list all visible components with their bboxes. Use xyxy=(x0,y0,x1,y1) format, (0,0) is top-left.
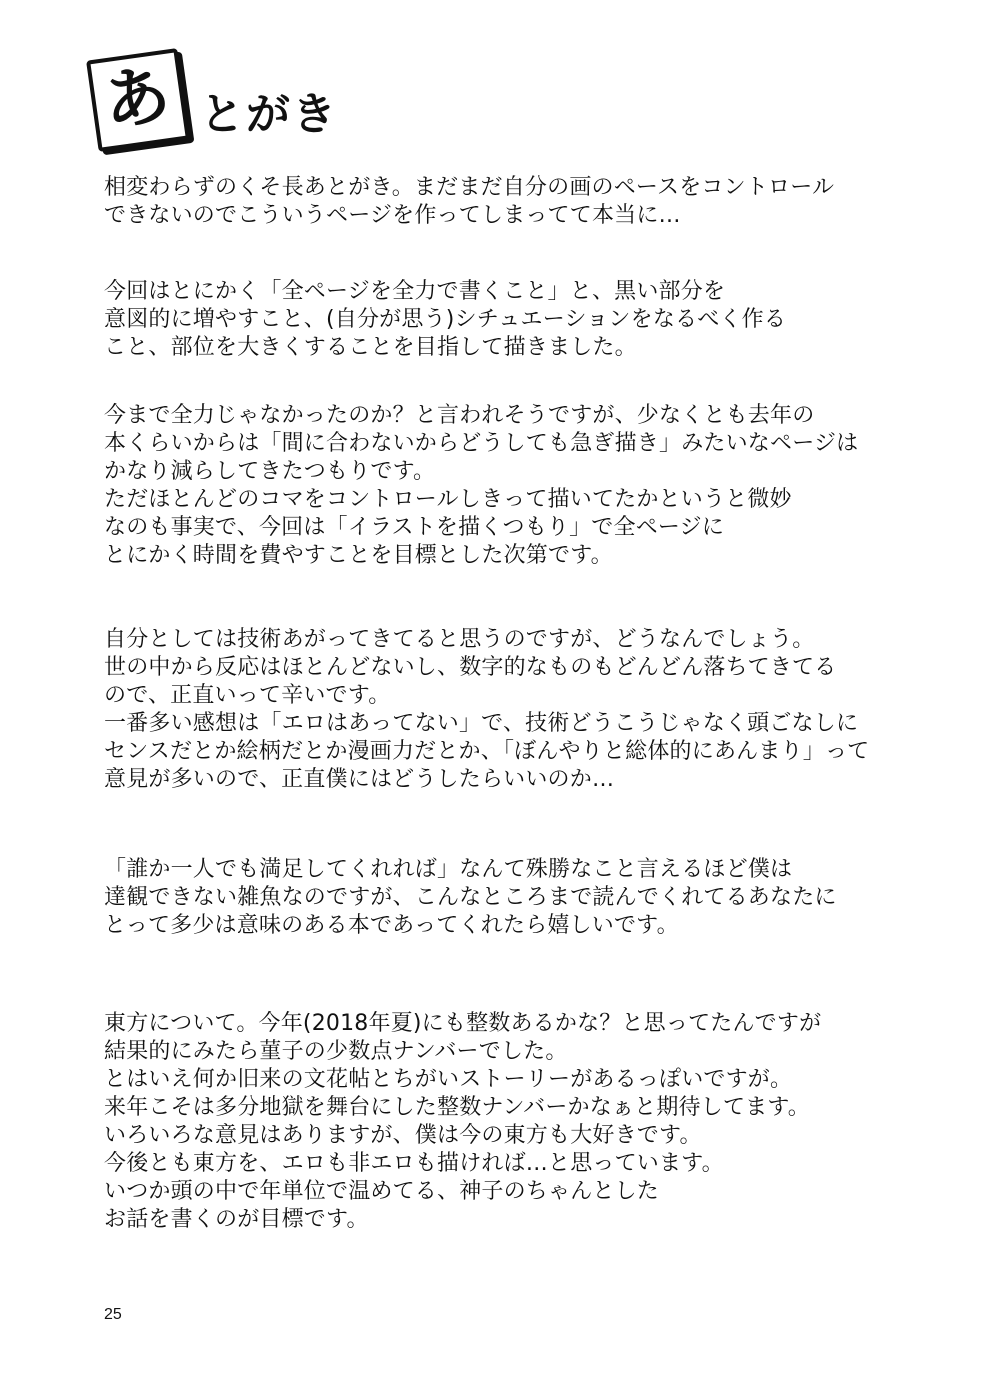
text-line: 来年こそは多分地獄を舞台にした整数ナンバーかなぁと期待してます。 xyxy=(104,1095,811,1120)
text-line: 達観できない雑魚なのですが、こんなところまで読んでくれてるあなたに xyxy=(104,885,837,910)
text-line: とにかく時間を費やすことを目標とした次第です。 xyxy=(104,543,613,568)
afterword-title xyxy=(84,44,404,164)
text-line: 結果的にみたら菫子の少数点ナンバーでした。 xyxy=(104,1039,568,1064)
text-line: なのも事実で、今回は「イラストを描くつもり」で全ページに xyxy=(104,515,725,540)
text-line: 意見が多いので、正直僕にはどうしたらいいのか… xyxy=(104,767,615,792)
paragraph-4 xyxy=(104,626,869,794)
text-line: できないのでこういうページを作ってしまってて本当に… xyxy=(104,203,681,228)
text-line: 相変わらずのくそ長あとがき。まだまだ自分の画のペースをコントロール xyxy=(104,175,835,200)
page-number: 25 xyxy=(104,1306,122,1323)
text-line: 世の中から反応はほとんどないし、数字的なものもどんどん落ちてきてる xyxy=(104,655,837,680)
text-line: 今後とも東方を、エロも非エロも描ければ…と思っています。 xyxy=(104,1151,724,1176)
text-line: 今回はとにかく「全ページを全力で書くこと」と、黒い部分を xyxy=(104,279,726,304)
paragraph-1 xyxy=(104,174,834,230)
text-line: ただほとんどのコマをコントロールしきって描いてたかというと微妙 xyxy=(104,487,792,512)
text-line: とって多少は意味のある本であってくれたら嬉しいです。 xyxy=(104,913,679,938)
text-line: 一番多い感想は「エロはあってない」で、技術どうこうじゃなく頭ごなしに xyxy=(104,711,859,736)
text-line: 意図的に増やすこと、(自分が思う)シチュエーションをなるべく作る xyxy=(104,307,787,332)
text-line: かなり減らしてきたつもりです。 xyxy=(104,459,436,484)
text-line: 東方について。今年(2018年夏)にも整数あるかな？と思ってたんですが xyxy=(104,1011,822,1036)
title-rest-text: とがき xyxy=(200,89,338,140)
text-line: 「誰か一人でも満足してくれれば」なんて殊勝なこと言えるほど僕は xyxy=(104,857,793,882)
text-line: 本くらいからは「間に合わないからどうしても急ぎ描き」みたいなページは xyxy=(104,431,859,456)
text-line: センスだとか絵柄だとか漫画力だとか、「ぼんやりと総体的にあんまり」って xyxy=(104,739,870,764)
paragraph-3 xyxy=(104,402,858,570)
text-line: 自分としては技術あがってきてると思うのですが、どうなんでしょう。 xyxy=(104,627,815,652)
title-boxed-char: あ xyxy=(98,55,175,142)
text-line: 今まで全力じゃなかったのか？と言われそうですが、少なくとも去年の xyxy=(104,403,815,428)
text-line: いつか頭の中で年単位で温めてる、神子のちゃんとした xyxy=(104,1179,660,1204)
paragraph-2 xyxy=(104,278,786,362)
text-line: とはいえ何か旧来の文花帖とちがいストーリーがあるっぽいですが。 xyxy=(104,1067,793,1092)
text-line: お話を書くのが目標です。 xyxy=(104,1207,369,1232)
text-line: こと、部位を大きくすることを目指して描きました。 xyxy=(104,335,637,360)
text-line: いろいろな意見はありますが、僕は今の東方も大好きです。 xyxy=(104,1123,702,1148)
text-line: ので、正直いって辛いです。 xyxy=(104,683,391,708)
paragraph-6 xyxy=(104,1010,821,1234)
paragraph-5 xyxy=(104,856,837,940)
